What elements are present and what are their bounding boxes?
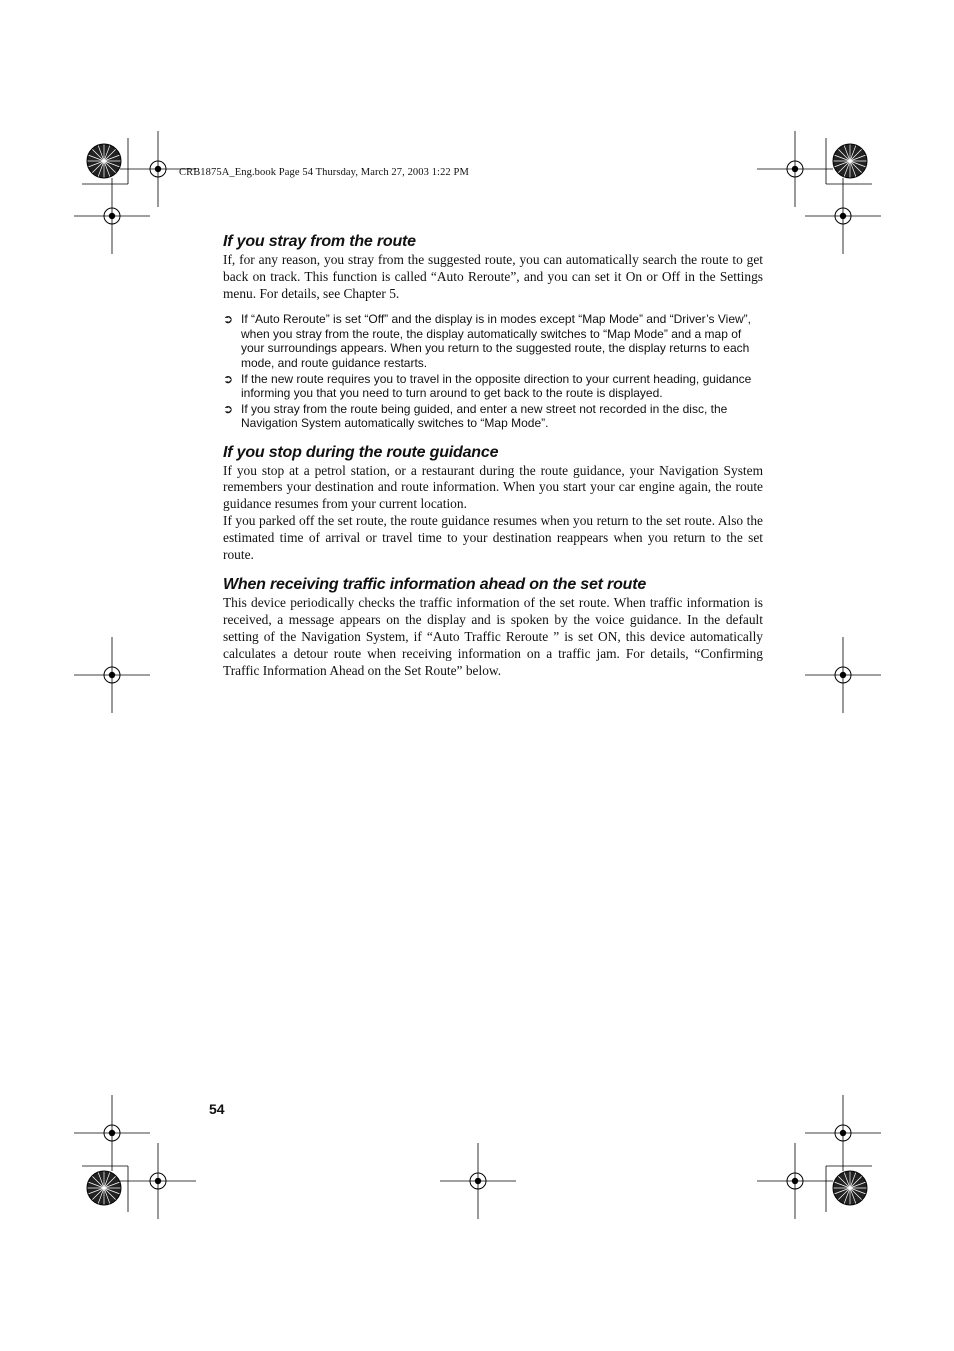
color-target-icon xyxy=(833,1171,867,1205)
note-arrow-icon: ➲ xyxy=(223,312,234,327)
paragraph: If you parked off the set route, the route guidance resumes when you return to the set route. Also the estimated time of arrival or travel time to your destination reappears when you return to the set route. xyxy=(223,513,763,562)
page-content xyxy=(223,233,763,679)
note-text: If “Auto Reroute” is set “Off” and the display is in modes except “Map Mode” and “Driver’s View”, when you stray from the route, the display automatically switches to “Map Mode” and a map of your surroundings appears. When you return to the suggested route, the display returns to each mode, and route guidance restarts. xyxy=(241,312,751,370)
registration-mark-icon xyxy=(120,1143,196,1219)
registration-mark-icon xyxy=(74,178,150,254)
registration-mark-icon xyxy=(805,637,881,713)
registration-mark-icon xyxy=(440,1143,516,1219)
registration-mark-icon xyxy=(757,131,833,207)
note-item xyxy=(223,372,763,401)
registration-mark-icon xyxy=(757,1143,833,1219)
section-heading: When receiving traffic information ahead on the set route xyxy=(223,576,647,594)
section-stray-from-route xyxy=(223,233,763,431)
note-arrow-icon: ➲ xyxy=(223,401,234,416)
color-target-icon xyxy=(87,1171,121,1205)
registration-mark-icon xyxy=(74,1095,150,1171)
color-target-icon xyxy=(87,144,121,178)
registration-mark-icon xyxy=(805,178,881,254)
section-heading: If you stray from the route xyxy=(223,233,416,250)
registration-mark-icon xyxy=(74,637,150,713)
notes-list xyxy=(223,312,763,430)
note-item xyxy=(223,312,763,370)
note-text: If you stray from the route being guided, and enter a new street not recorded in the disc, the Navigation System automatically switches to “Map Mode”. xyxy=(241,401,728,431)
paragraph: If, for any reason, you stray from the suggested route, you can automatically search the route to get back on track. This function is called “Auto Reroute”, and you can set it On or Off in the Settings menu. For details, see Chapter 5. xyxy=(223,252,763,301)
section-traffic-information xyxy=(223,576,763,679)
registration-mark-icon xyxy=(805,1095,881,1171)
paragraph: If you stop at a petrol station, or a restaurant during the route guidance, your Navigation System remembers your destination and route information. When you start your car engine again, the route guidance resumes from your current location. xyxy=(223,462,763,512)
note-text: If the new route requires you to travel in the opposite direction to your current heading, guidance informing you that you need to turn around to get back to the route is displayed. xyxy=(241,371,752,400)
section-stop-during-guidance xyxy=(223,444,763,564)
note-arrow-icon: ➲ xyxy=(223,371,234,386)
page-number: 54 xyxy=(209,1101,225,1117)
file-header: CRB1875A_Eng.book Page 54 Thursday, March 27, 2003 1:22 PM xyxy=(179,167,469,178)
paragraph: This device periodically checks the traffic information of the set route. When traffic information is received, a message appears on the display and is spoken by the voice guidance. In the default setting of the Navigation System, if “Auto Traffic Reroute ” is set ON, this device automatically calculates a detour route when receiving information on a traffic jam. For details, “Confirming Traffic Information Ahead on the Set Route” below. xyxy=(223,595,763,678)
color-target-icon xyxy=(833,144,867,178)
section-heading: If you stop during the route guidance xyxy=(223,443,499,461)
note-item xyxy=(223,402,763,431)
